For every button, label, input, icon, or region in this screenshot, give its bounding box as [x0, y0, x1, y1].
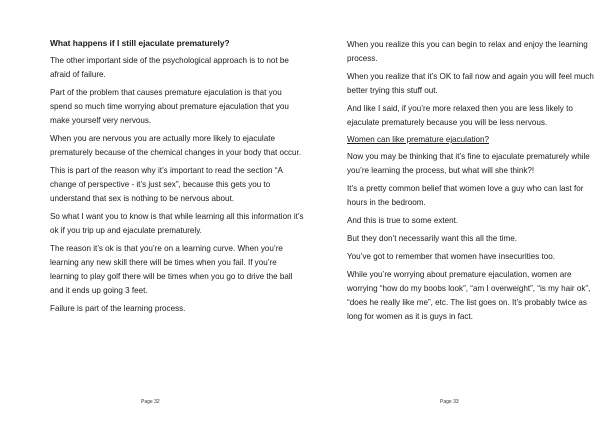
paragraph: Failure is part of the learning process. [50, 304, 186, 313]
page-number: Page 32 [141, 399, 160, 405]
paragraph: And like I said, if you’re more relaxed then you are less likely to ejaculate prematurely because you will be less nervous. [347, 104, 573, 127]
section-subheading: Women can like premature ejaculation? [347, 135, 490, 144]
left-page-text-column [50, 38, 305, 320]
section-heading: What happens if I still ejaculate prematurely? [50, 38, 230, 48]
paragraph: It’s a pretty common belief that women love a guy who can last for hours in the bedroom. [347, 184, 584, 207]
right-page [300, 0, 600, 424]
right-page-text-column [347, 38, 600, 328]
paragraph: While you’re worrying about premature ejaculation, women are worrying “how do my boobs look”, “am I overweight”, “is my hair ok”, “does he really like me”, etc. The list goes on. It’s probably twice as long for women as it is guys in fact. [347, 270, 591, 321]
paragraph: So what I want you to know is that while learning all this information it’s ok if you trip up and ejaculate prematurely. [50, 212, 304, 235]
paragraph: And this is true to some extent. [347, 216, 459, 225]
paragraph: You’ve got to remember that women have insecurities too. [347, 252, 556, 261]
paragraph: Now you may be thinking that it’s fine to ejaculate prematurely while you’re learning the process, but what will she think?! [347, 152, 590, 175]
paragraph: The reason it’s ok is that you’re on a learning curve. When you’re learning any new skill there will be times when you fail. If you’re learning to play golf there will be times when you go to drive the ball and it ends up going 3 feet. [50, 244, 293, 295]
paragraph: But they don’t necessarily want this all the time. [347, 234, 518, 243]
paragraph: When you are nervous you are actually more likely to ejaculate prematurely because of the chemical changes in your body that occur. [50, 134, 302, 157]
paragraph: The other important side of the psychological approach is to not be afraid of failure. [50, 56, 289, 79]
paragraph: This is part of the reason why it’s important to read the section “A change of perspective - it’s just sex”, because this gets you to understand that sex is nothing to be nervous about. [50, 166, 283, 203]
page-number: Page 33 [440, 399, 459, 405]
paragraph: When you realize this you can begin to relax and enjoy the learning process. [347, 40, 588, 63]
paragraph: When you realize that it’s OK to fail now and again you will feel much better trying this stuff out. [347, 72, 594, 95]
paragraph: Part of the problem that causes premature ejaculation is that you spend so much time worrying about premature ejaculation that you make yourself very nervous. [50, 88, 289, 125]
